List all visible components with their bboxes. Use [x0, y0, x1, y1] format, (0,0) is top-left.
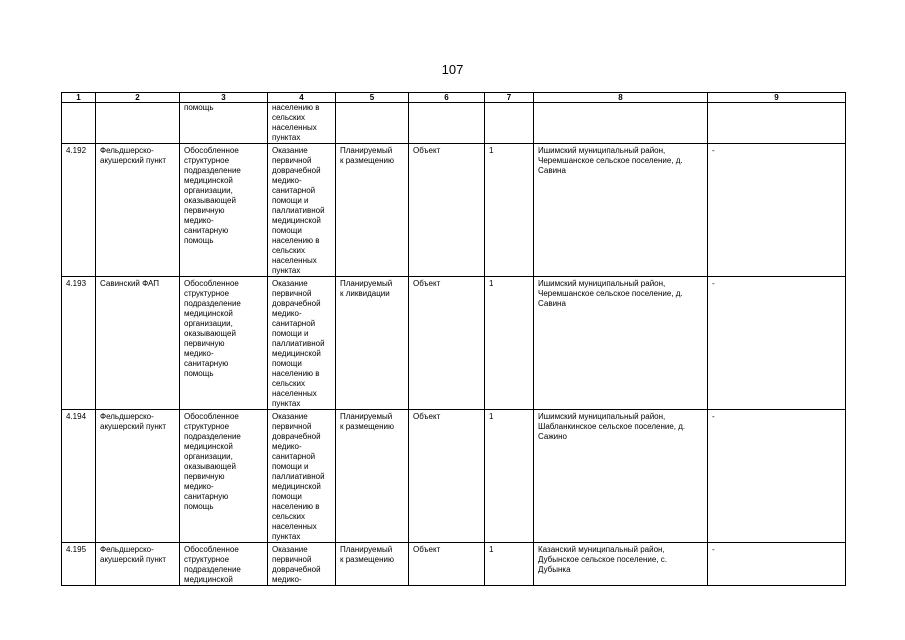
cell-type: Обособленное структурное подразделение медицинской организации, оказывающей первичную медико- санитарную помощь [180, 410, 268, 543]
cell [96, 103, 180, 144]
cell [409, 103, 485, 144]
cell [62, 103, 96, 144]
column-header-3: 3 [180, 93, 268, 103]
cell-type: помощь [180, 103, 268, 144]
column-header-5: 5 [336, 93, 409, 103]
table-row [62, 144, 846, 277]
cell-count: 1 [485, 144, 534, 277]
cell-status: Планируемый к размещению [336, 144, 409, 277]
column-header-4: 4 [268, 93, 336, 103]
cell-type: Обособленное структурное подразделение медицинской организации, оказывающей первичную медико- санитарную помощь [180, 277, 268, 410]
page-number: 107 [441, 62, 464, 77]
cell [485, 103, 534, 144]
cell [708, 103, 846, 144]
cell-number: 4.192 [62, 144, 96, 277]
cell-purpose: Оказание первичной доврачебной медико- санитарной помощи и паллиативной медицинской помощи населению в сельских населенных пунктах [268, 144, 336, 277]
cell-zone: - [708, 144, 846, 277]
cell-type: Обособленное структурное подразделение медицинской [180, 543, 268, 586]
column-header-1: 1 [62, 93, 96, 103]
cell-location: Ишимский муниципальный район, Черемшанское сельское поселение, д. Савина [534, 277, 708, 410]
table-row [62, 277, 846, 410]
cell-location: Казанский муниципальный район, Дубынское сельское поселение, с. Дубынка [534, 543, 708, 586]
cell-unit: Объект [409, 277, 485, 410]
cell-purpose: Оказание первичной доврачебной медико- [268, 543, 336, 586]
cell-purpose: Оказание первичной доврачебной медико- санитарной помощи и паллиативной медицинской помощи населению в сельских населенных пунктах [268, 410, 336, 543]
cell-name: Савинский ФАП [96, 277, 180, 410]
cell-zone: - [708, 410, 846, 543]
cell-name: Фельдшерско- акушерский пункт [96, 144, 180, 277]
cell-unit: Объект [409, 144, 485, 277]
header-row [62, 93, 846, 103]
cell-unit: Объект [409, 410, 485, 543]
cell-number: 4.195 [62, 543, 96, 586]
cell-name: Фельдшерско- акушерский пункт [96, 410, 180, 543]
cell [336, 103, 409, 144]
table-row [62, 543, 846, 586]
cell-status: Планируемый к ликвидации [336, 277, 409, 410]
data-table [61, 92, 846, 586]
cell-count: 1 [485, 277, 534, 410]
column-header-8: 8 [534, 93, 708, 103]
cell-location: Ишимский муниципальный район, Шабланкинское сельское поселение, д. Сажино [534, 410, 708, 543]
cell-count: 1 [485, 543, 534, 586]
cell-type: Обособленное структурное подразделение медицинской организации, оказывающей первичную медико- санитарную помощь [180, 144, 268, 277]
column-header-6: 6 [409, 93, 485, 103]
cell-zone: - [708, 543, 846, 586]
column-header-9: 9 [708, 93, 846, 103]
cell-zone: - [708, 277, 846, 410]
column-header-2: 2 [96, 93, 180, 103]
cell-number: 4.194 [62, 410, 96, 543]
table-row-continuation [62, 103, 846, 144]
cell-unit: Объект [409, 543, 485, 586]
table-row [62, 410, 846, 543]
cell-number: 4.193 [62, 277, 96, 410]
cell-purpose: населению в сельских населенных пунктах [268, 103, 336, 144]
cell-location: Ишимский муниципальный район, Черемшанское сельское поселение, д. Савина [534, 144, 708, 277]
cell [534, 103, 708, 144]
column-header-7: 7 [485, 93, 534, 103]
cell-status: Планируемый к размещению [336, 410, 409, 543]
cell-purpose: Оказание первичной доврачебной медико- санитарной помощи и паллиативной медицинской помощи населению в сельских населенных пунктах [268, 277, 336, 410]
cell-count: 1 [485, 410, 534, 543]
cell-status: Планируемый к размещению [336, 543, 409, 586]
cell-name: Фельдшерско- акушерский пункт [96, 543, 180, 586]
